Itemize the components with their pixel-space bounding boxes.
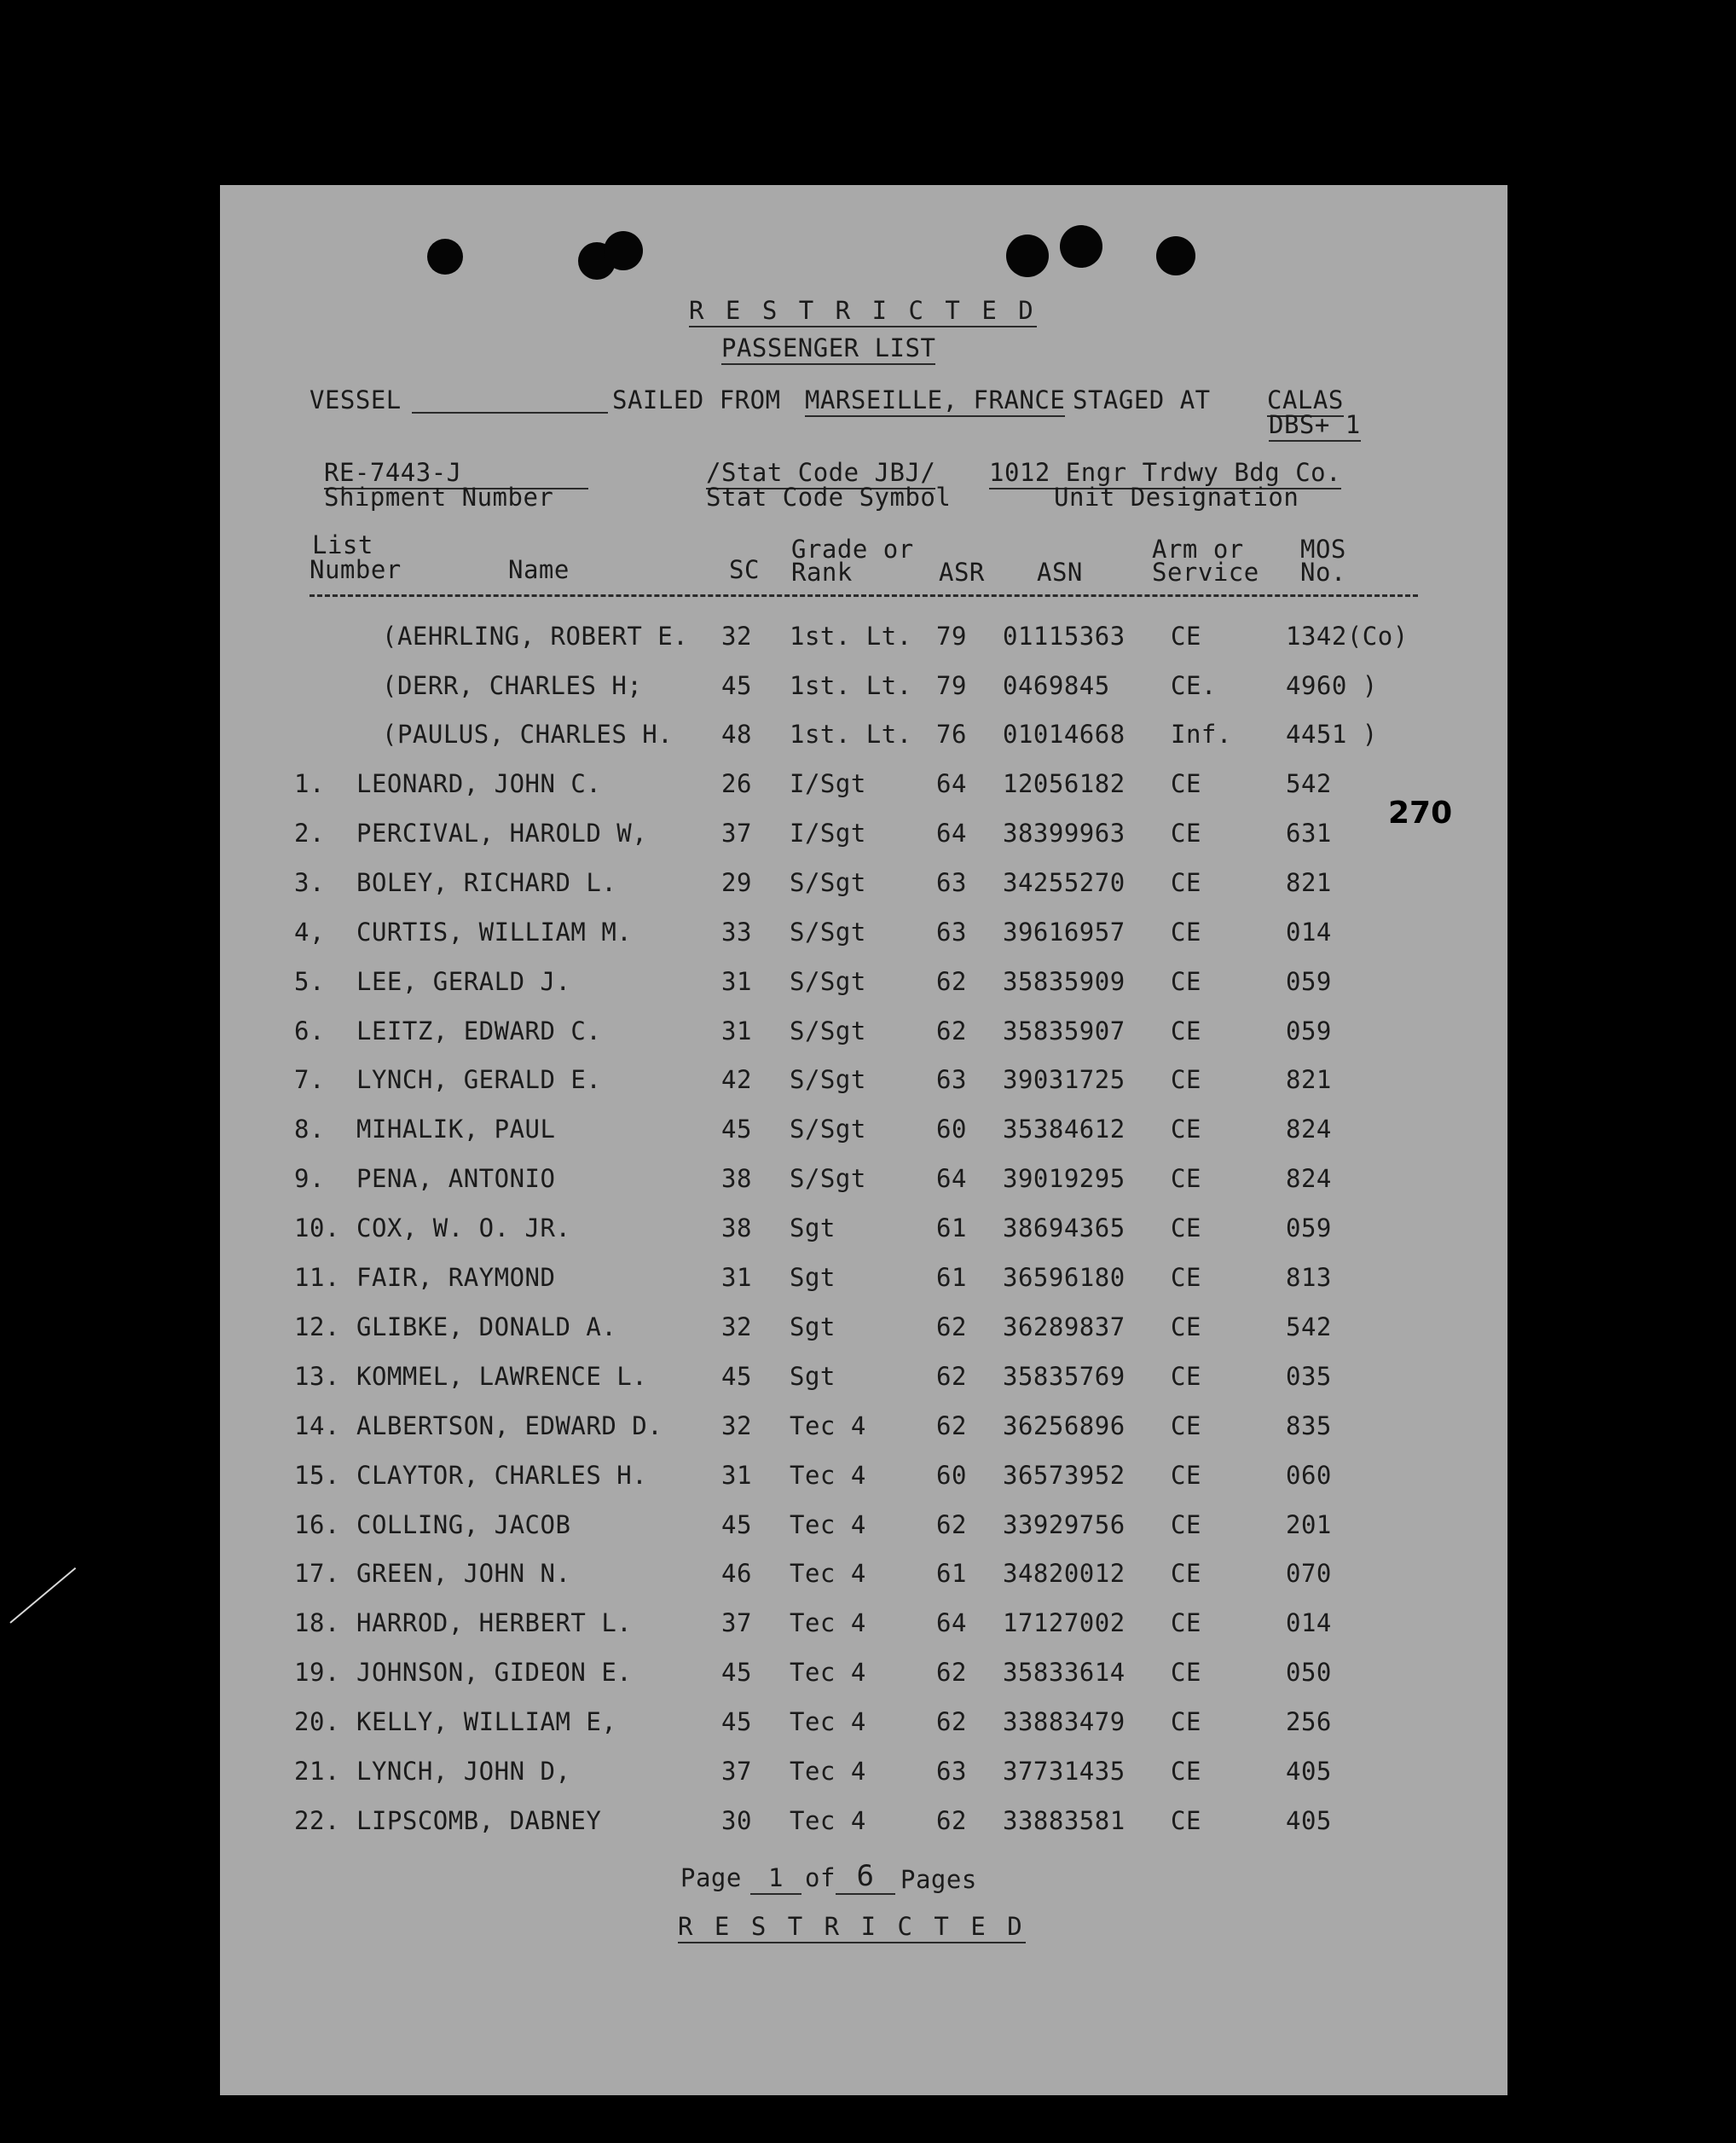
asr-value: 62 — [936, 1410, 967, 1440]
sc-value: 45 — [721, 1361, 752, 1391]
grade-value: Tec 4 — [790, 1658, 866, 1688]
document-page — [220, 185, 1507, 2095]
asr-value: 61 — [936, 1213, 967, 1243]
sc-value: 26 — [721, 769, 752, 798]
passenger-name: CURTIS, WILLIAM M. — [356, 917, 633, 947]
arm-value: Inf. — [1171, 720, 1232, 749]
grade-value: Sgt — [790, 1213, 836, 1243]
asr-value: 64 — [936, 1164, 967, 1194]
list-number: 17. — [294, 1559, 340, 1589]
col-list-number-line2: Number — [310, 555, 402, 584]
punch-hole — [1060, 225, 1102, 268]
asr-value: 63 — [936, 1757, 967, 1786]
sc-value: 29 — [721, 867, 752, 897]
grade-value: S/Sgt — [790, 1115, 866, 1144]
asn-value: 34255270 — [1003, 867, 1126, 897]
passenger-name: COLLING, JACOB — [356, 1509, 571, 1539]
asn-value: 33883581 — [1003, 1805, 1126, 1835]
vessel-label: VESSEL — [310, 385, 402, 414]
list-number: 9. — [294, 1164, 325, 1194]
staged-at-value: CALAS — [1267, 388, 1344, 417]
list-number: 6. — [294, 1016, 325, 1045]
arm-value: CE — [1171, 1065, 1201, 1095]
passenger-name: LIPSCOMB, DABNEY — [356, 1805, 602, 1835]
asn-value: 01014668 — [1003, 720, 1126, 749]
grade-value: Tec 4 — [790, 1707, 866, 1737]
col-mos-line2: No. — [1300, 558, 1346, 587]
mos-value: 050 — [1286, 1658, 1332, 1688]
grade-value: 1st. Lt. — [790, 670, 912, 700]
list-number: 21. — [294, 1757, 340, 1786]
asn-value: 36596180 — [1003, 1263, 1126, 1292]
sc-value: 37 — [721, 818, 752, 848]
sc-value: 45 — [721, 1707, 752, 1737]
mos-value: 059 — [1286, 1213, 1332, 1243]
arm-value: CE — [1171, 1608, 1201, 1638]
grade-value: Sgt — [790, 1361, 836, 1391]
sc-value: 48 — [721, 720, 752, 749]
list-number: 11. — [294, 1263, 340, 1292]
list-number: 1. — [294, 769, 325, 798]
asr-value: 62 — [936, 1016, 967, 1045]
arm-value: CE — [1171, 1805, 1201, 1835]
sc-value: 42 — [721, 1065, 752, 1095]
sc-value: 31 — [721, 1460, 752, 1490]
asn-value: 34820012 — [1003, 1559, 1126, 1589]
asn-value: 39616957 — [1003, 917, 1126, 947]
grade-value: Sgt — [790, 1312, 836, 1341]
dbs-value: DBS+ 1 — [1269, 413, 1361, 442]
mos-value: 256 — [1286, 1707, 1332, 1737]
vessel-blank-line — [412, 412, 608, 414]
unit-designation-value: 1012 Engr Trdwy Bdg Co. — [989, 460, 1341, 489]
passenger-name: JOHNSON, GIDEON E. — [356, 1658, 633, 1688]
asn-value: 01115363 — [1003, 622, 1126, 651]
arm-value: CE — [1171, 1263, 1201, 1292]
arm-value: CE — [1171, 917, 1201, 947]
mos-value: 405 — [1286, 1757, 1332, 1786]
punch-hole — [1006, 235, 1049, 277]
asn-value: 35384612 — [1003, 1115, 1126, 1144]
asr-value: 62 — [936, 1805, 967, 1835]
mos-value: 824 — [1286, 1115, 1332, 1144]
sc-value: 32 — [721, 1410, 752, 1440]
asn-value: 38694365 — [1003, 1213, 1126, 1243]
asr-value: 76 — [936, 720, 967, 749]
grade-value: S/Sgt — [790, 867, 866, 897]
sc-value: 45 — [721, 1509, 752, 1539]
mos-value: 035 — [1286, 1361, 1332, 1391]
asr-value: 62 — [936, 1707, 967, 1737]
sc-value: 37 — [721, 1757, 752, 1786]
asn-value: 35835909 — [1003, 966, 1126, 996]
asr-value: 61 — [936, 1559, 967, 1589]
list-number: 2. — [294, 818, 325, 848]
passenger-name: PERCIVAL, HAROLD W, — [356, 818, 648, 848]
col-arm-line1: Arm or — [1152, 535, 1244, 564]
sc-value: 31 — [721, 1016, 752, 1045]
sc-value: 30 — [721, 1805, 752, 1835]
asr-value: 79 — [936, 670, 967, 700]
mos-value: 813 — [1286, 1263, 1332, 1292]
mos-value: 201 — [1286, 1509, 1332, 1539]
mos-value: 821 — [1286, 1065, 1332, 1095]
col-mos-line1: MOS — [1300, 535, 1346, 564]
sc-value: 45 — [721, 1115, 752, 1144]
punch-hole — [1156, 236, 1195, 275]
restricted-title-top: R E S T R I C T E D — [689, 298, 1037, 327]
asn-value: 35835769 — [1003, 1361, 1126, 1391]
arm-value: CE — [1171, 818, 1201, 848]
arm-value: CE. — [1171, 670, 1217, 700]
asr-value: 64 — [936, 818, 967, 848]
asr-value: 79 — [936, 622, 967, 651]
asn-value: 35835907 — [1003, 1016, 1126, 1045]
mos-value: 4451 ) — [1286, 720, 1378, 749]
grade-value: Tec 4 — [790, 1608, 866, 1638]
sc-value: 38 — [721, 1164, 752, 1194]
passenger-name: LYNCH, JOHN D, — [356, 1757, 571, 1786]
asr-value: 62 — [936, 1658, 967, 1688]
list-number: 13. — [294, 1361, 340, 1391]
list-number: 3. — [294, 867, 325, 897]
list-number: 7. — [294, 1065, 325, 1095]
punch-hole — [427, 239, 463, 275]
grade-value: Tec 4 — [790, 1509, 866, 1539]
asr-value: 62 — [936, 1312, 967, 1341]
film-scratch — [9, 1567, 76, 1624]
mos-value: 821 — [1286, 867, 1332, 897]
asr-value: 62 — [936, 966, 967, 996]
mos-value: 542 — [1286, 1312, 1332, 1341]
passenger-name: (PAULUS, CHARLES H. — [382, 720, 674, 749]
shipment-number-label: Shipment Number — [324, 483, 554, 512]
passenger-name: GLIBKE, DONALD A. — [356, 1312, 617, 1341]
header-divider — [310, 594, 1418, 597]
list-number: 22. — [294, 1805, 340, 1835]
col-grade-line1: Grade or — [791, 535, 914, 564]
asr-value: 64 — [936, 1608, 967, 1638]
grade-value: Tec 4 — [790, 1460, 866, 1490]
mos-value: 542 — [1286, 769, 1332, 798]
asn-value: 38399963 — [1003, 818, 1126, 848]
asr-value: 60 — [936, 1115, 967, 1144]
grade-value: Tec 4 — [790, 1757, 866, 1786]
of-label: of — [805, 1863, 836, 1892]
mos-value: 059 — [1286, 966, 1332, 996]
passenger-name: MIHALIK, PAUL — [356, 1115, 556, 1144]
col-list-number-line1: List — [312, 530, 373, 559]
list-number: 12. — [294, 1312, 340, 1341]
page-total: 6 — [836, 1862, 895, 1895]
list-number: 16. — [294, 1509, 340, 1539]
asr-value: 61 — [936, 1263, 967, 1292]
grade-value: Tec 4 — [790, 1559, 866, 1589]
grade-value: 1st. Lt. — [790, 720, 912, 749]
passenger-name: COX, W. O. JR. — [356, 1213, 571, 1243]
sailed-from-value: MARSEILLE, FRANCE — [805, 388, 1065, 417]
arm-value: CE — [1171, 769, 1201, 798]
arm-value: CE — [1171, 622, 1201, 651]
arm-value: CE — [1171, 1361, 1201, 1391]
passenger-name: (DERR, CHARLES H; — [382, 670, 643, 700]
list-number: 15. — [294, 1460, 340, 1490]
stat-code-label: Stat Code Symbol — [706, 483, 952, 512]
list-number: 14. — [294, 1410, 340, 1440]
mos-value: 835 — [1286, 1410, 1332, 1440]
asn-value: 0469845 — [1003, 670, 1110, 700]
mos-value: 060 — [1286, 1460, 1332, 1490]
passenger-name: LEE, GERALD J. — [356, 966, 571, 996]
asn-value: 33883479 — [1003, 1707, 1126, 1737]
mos-value: 824 — [1286, 1164, 1332, 1194]
stamp-number: 270 — [1388, 796, 1453, 831]
grade-value: S/Sgt — [790, 1016, 866, 1045]
asn-value: 37731435 — [1003, 1757, 1126, 1786]
asn-value: 39019295 — [1003, 1164, 1126, 1194]
sc-value: 33 — [721, 917, 752, 947]
mos-value: 014 — [1286, 917, 1332, 947]
passenger-name: BOLEY, RICHARD L. — [356, 867, 617, 897]
sc-value: 31 — [721, 966, 752, 996]
asr-value: 63 — [936, 867, 967, 897]
asr-value: 63 — [936, 1065, 967, 1095]
asn-value: 17127002 — [1003, 1608, 1126, 1638]
col-sc: SC — [729, 555, 760, 584]
passenger-name: LEITZ, EDWARD C. — [356, 1016, 602, 1045]
asn-value: 35833614 — [1003, 1658, 1126, 1688]
passenger-name: LYNCH, GERALD E. — [356, 1065, 602, 1095]
grade-value: 1st. Lt. — [790, 622, 912, 651]
arm-value: CE — [1171, 1509, 1201, 1539]
list-number: 8. — [294, 1115, 325, 1144]
asn-value: 33929756 — [1003, 1509, 1126, 1539]
grade-value: S/Sgt — [790, 1065, 866, 1095]
passenger-name: KELLY, WILLIAM E, — [356, 1707, 617, 1737]
mos-value: 405 — [1286, 1805, 1332, 1835]
arm-value: CE — [1171, 1757, 1201, 1786]
mos-value: 1342(Co) — [1286, 622, 1409, 651]
staged-at-label: STAGED AT — [1073, 385, 1211, 414]
passenger-name: HARROD, HERBERT L. — [356, 1608, 633, 1638]
list-number: 18. — [294, 1608, 340, 1638]
passenger-name: ALBERTSON, EDWARD D. — [356, 1410, 663, 1440]
list-number: 4, — [294, 917, 325, 947]
passenger-name: PENA, ANTONIO — [356, 1164, 556, 1194]
passenger-list-subtitle: PASSENGER LIST — [721, 336, 935, 365]
mos-value: 4960 ) — [1286, 670, 1378, 700]
sc-value: 31 — [721, 1263, 752, 1292]
col-arm-line2: Service — [1152, 558, 1259, 587]
passenger-name: KOMMEL, LAWRENCE L. — [356, 1361, 648, 1391]
grade-value: S/Sgt — [790, 966, 866, 996]
list-number: 20. — [294, 1707, 340, 1737]
col-grade-line2: Rank — [791, 558, 853, 587]
arm-value: CE — [1171, 1213, 1201, 1243]
arm-value: CE — [1171, 1115, 1201, 1144]
grade-value: I/Sgt — [790, 818, 866, 848]
col-asr: ASR — [939, 558, 985, 587]
grade-value: S/Sgt — [790, 917, 866, 947]
grade-value: S/Sgt — [790, 1164, 866, 1194]
punch-hole — [604, 231, 643, 270]
asr-value: 64 — [936, 769, 967, 798]
sc-value: 32 — [721, 622, 752, 651]
arm-value: CE — [1171, 867, 1201, 897]
sc-value: 45 — [721, 1658, 752, 1688]
sailed-from-label: SAILED FROM — [612, 385, 781, 414]
mos-value: 059 — [1286, 1016, 1332, 1045]
arm-value: CE — [1171, 1460, 1201, 1490]
arm-value: CE — [1171, 1016, 1201, 1045]
asn-value: 36256896 — [1003, 1410, 1126, 1440]
asr-value: 60 — [936, 1460, 967, 1490]
grade-value: Sgt — [790, 1263, 836, 1292]
grade-value: Tec 4 — [790, 1410, 866, 1440]
grade-value: Tec 4 — [790, 1805, 866, 1835]
arm-value: CE — [1171, 966, 1201, 996]
stat-code-value: /Stat Code JBJ/ — [706, 460, 935, 489]
arm-value: CE — [1171, 1707, 1201, 1737]
pages-label: Pages — [900, 1865, 977, 1894]
unit-designation-label: Unit Designation — [1054, 483, 1299, 512]
asn-value: 36573952 — [1003, 1460, 1126, 1490]
mos-value: 070 — [1286, 1559, 1332, 1589]
col-name: Name — [508, 555, 570, 584]
mos-value: 631 — [1286, 818, 1332, 848]
arm-value: CE — [1171, 1312, 1201, 1341]
sc-value: 37 — [721, 1608, 752, 1638]
page-number: 1 — [750, 1866, 801, 1895]
sc-value: 32 — [721, 1312, 752, 1341]
passenger-name: (AEHRLING, ROBERT E. — [382, 622, 689, 651]
asn-value: 12056182 — [1003, 769, 1126, 798]
page-label: Page — [680, 1863, 742, 1892]
restricted-title-bottom: R E S T R I C T E D — [678, 1914, 1026, 1943]
asr-value: 62 — [936, 1361, 967, 1391]
asn-value: 36289837 — [1003, 1312, 1126, 1341]
passenger-name: FAIR, RAYMOND — [356, 1263, 556, 1292]
arm-value: CE — [1171, 1164, 1201, 1194]
sc-value: 46 — [721, 1559, 752, 1589]
asr-value: 63 — [936, 917, 967, 947]
grade-value: I/Sgt — [790, 769, 866, 798]
shipment-number-value: RE-7443-J — [324, 460, 588, 489]
sc-value: 38 — [721, 1213, 752, 1243]
passenger-name: CLAYTOR, CHARLES H. — [356, 1460, 648, 1490]
arm-value: CE — [1171, 1658, 1201, 1688]
mos-value: 014 — [1286, 1608, 1332, 1638]
asr-value: 62 — [936, 1509, 967, 1539]
arm-value: CE — [1171, 1410, 1201, 1440]
col-asn: ASN — [1037, 558, 1083, 587]
list-number: 5. — [294, 966, 325, 996]
passenger-name: LEONARD, JOHN C. — [356, 769, 602, 798]
sc-value: 45 — [721, 670, 752, 700]
arm-value: CE — [1171, 1559, 1201, 1589]
asn-value: 39031725 — [1003, 1065, 1126, 1095]
list-number: 10. — [294, 1213, 340, 1243]
passenger-name: GREEN, JOHN N. — [356, 1559, 571, 1589]
list-number: 19. — [294, 1658, 340, 1688]
